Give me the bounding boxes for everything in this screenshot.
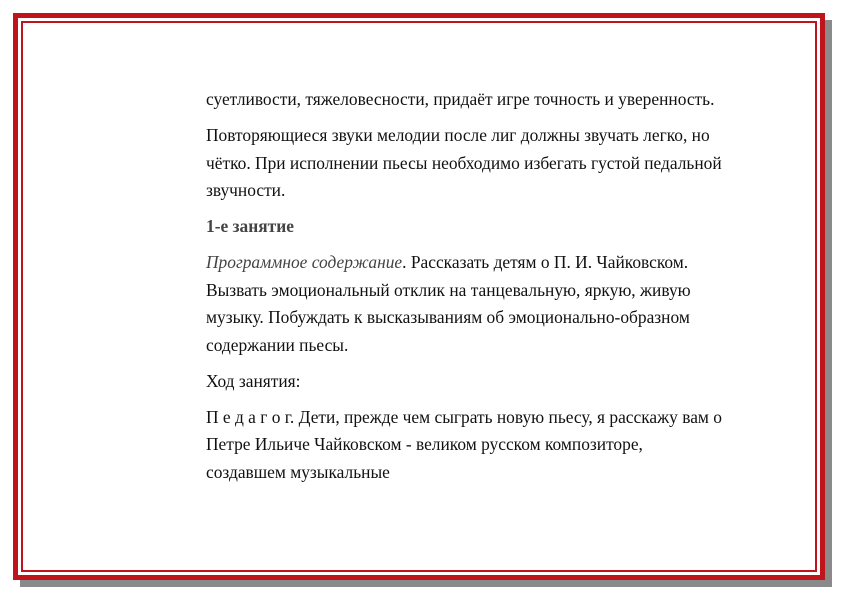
paragraph-program-content — [206, 249, 726, 359]
program-content-label: Программное содержание — [206, 252, 403, 273]
paragraph-teacher-speech: П е д а г о г. Дети, прежде чем сыграть новую пьесу, я расскажу вам о Петре Ильиче Чайковском - великом русском композиторе, создавшем музыкальные — [206, 406, 722, 483]
paragraph-performance-notes: Повторяющиеся звуки мелодии после лиг должны звучать легко, но чётко. При исполнении пьесы необходимо избегать густой педальной звучности. — [206, 124, 722, 201]
paragraph-lesson-flow: Ход занятия: — [206, 370, 301, 391]
program-content-text: . Рассказать детям о П. И. Чайковском. Вызвать эмоциональный отклик на танцевальную, яркую, живую музыку. Побуждать к высказываниям об эмоционально-образном содержании пьесы. — [206, 252, 691, 355]
paragraph-continuation: суетливости, тяжеловесности, придаёт игре точность и уверенность. — [206, 89, 715, 109]
document-text — [206, 86, 726, 495]
lesson-heading: 1-е занятие — [206, 216, 294, 237]
